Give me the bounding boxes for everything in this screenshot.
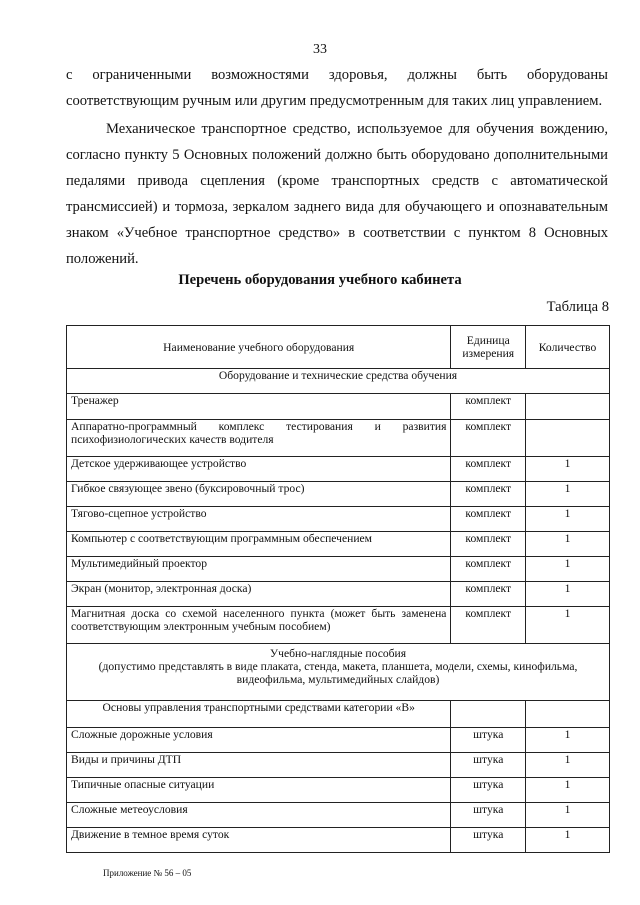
row-unit: штука bbox=[451, 828, 526, 853]
table-row bbox=[67, 607, 610, 644]
section1-body bbox=[67, 394, 610, 644]
table-label: Таблица 8 bbox=[546, 299, 609, 315]
table-row bbox=[67, 457, 610, 482]
row-name: Тренажер bbox=[67, 394, 451, 420]
row-name: Сложные метеоусловия bbox=[67, 803, 451, 828]
row-quantity: 1 bbox=[526, 828, 610, 853]
table-row bbox=[67, 394, 610, 420]
section2-body bbox=[67, 728, 610, 853]
row-quantity bbox=[526, 420, 610, 457]
row-name: Аппаратно-программный комплекс тестирования и развития психофизиологических качеств водителя bbox=[67, 420, 451, 457]
table-row bbox=[67, 753, 610, 778]
table-row bbox=[67, 532, 610, 557]
table-header-row bbox=[67, 326, 610, 369]
row-unit: комплект bbox=[451, 532, 526, 557]
row-unit: штука bbox=[451, 728, 526, 753]
row-quantity bbox=[526, 394, 610, 420]
equipment-table bbox=[66, 325, 610, 853]
row-name: Тягово-сцепное устройство bbox=[67, 507, 451, 532]
header-unit: Единица измерения bbox=[451, 326, 526, 369]
row-unit: комплект bbox=[451, 482, 526, 507]
paragraph-2: Механическое транспортное средство, используемое для обучения вождению, согласно пункту 5 Основных положений должно быть оборудовано дополнительными педалями привода сцепления (кроме транспортных средств с автоматической трансмиссией) и тормоза, зеркалом заднего вида для обучающего и опознавательным знаком «Учебное транспортное средство» в соответствии с пунктом 8 Основных положений. bbox=[66, 121, 608, 267]
row-unit: комплект bbox=[451, 507, 526, 532]
row-name: Магнитная доска со схемой населенного пункта (может быть заменена соответствующим электронным учебным пособием) bbox=[67, 607, 451, 644]
row-name: Детское удерживающее устройство bbox=[67, 457, 451, 482]
table-row bbox=[67, 582, 610, 607]
row-quantity: 1 bbox=[526, 482, 610, 507]
row-unit: комплект bbox=[451, 582, 526, 607]
table-row bbox=[67, 778, 610, 803]
section-row bbox=[67, 369, 610, 394]
table-row bbox=[67, 507, 610, 532]
footer-appendix: Приложение № 56 – 05 bbox=[103, 868, 192, 878]
row-quantity: 1 bbox=[526, 803, 610, 828]
row-unit: штука bbox=[451, 778, 526, 803]
row-quantity: 1 bbox=[526, 507, 610, 532]
row-quantity: 1 bbox=[526, 532, 610, 557]
row-quantity: 1 bbox=[526, 607, 610, 644]
row-unit: комплект bbox=[451, 557, 526, 582]
row-quantity: 1 bbox=[526, 582, 610, 607]
row-unit: комплект bbox=[451, 607, 526, 644]
row-name: Движение в темное время суток bbox=[67, 828, 451, 853]
table-row bbox=[67, 420, 610, 457]
row-unit: штука bbox=[451, 803, 526, 828]
header-name: Наименование учебного оборудования bbox=[67, 326, 451, 369]
table-row bbox=[67, 557, 610, 582]
row-name: Сложные дорожные условия bbox=[67, 728, 451, 753]
row-name: Мультимедийный проектор bbox=[67, 557, 451, 582]
row-quantity: 1 bbox=[526, 778, 610, 803]
section-title: Оборудование и технические средства обучения bbox=[67, 369, 610, 394]
subsection-title: Основы управления транспортными средствами категории «B» bbox=[67, 701, 451, 728]
table-row bbox=[67, 803, 610, 828]
page-number: 33 bbox=[313, 42, 327, 57]
section-row bbox=[67, 644, 610, 701]
table-row bbox=[67, 828, 610, 853]
paragraph-1: с ограниченными возможностями здоровья, должны быть оборудованы соответствующим ручным или другим предусмотренным для таких лиц управлением. bbox=[66, 67, 608, 109]
section-heading: Перечень оборудования учебного кабинета bbox=[178, 272, 462, 288]
row-name: Гибкое связующее звено (буксировочный трос) bbox=[67, 482, 451, 507]
row-quantity: 1 bbox=[526, 728, 610, 753]
row-name: Экран (монитор, электронная доска) bbox=[67, 582, 451, 607]
row-quantity: 1 bbox=[526, 557, 610, 582]
row-name: Компьютер с соответствующим программным обеспечением bbox=[67, 532, 451, 557]
section-note: (допустимо представлять в виде плаката, стенда, макета, планшета, модели, схемы, кинофильма, видеофильма, мультимедийных слайдов) bbox=[98, 660, 578, 686]
row-unit: комплект bbox=[451, 457, 526, 482]
table-row bbox=[67, 728, 610, 753]
row-unit: штука bbox=[451, 753, 526, 778]
row-unit: комплект bbox=[451, 420, 526, 457]
row-unit: комплект bbox=[451, 394, 526, 420]
row-quantity: 1 bbox=[526, 753, 610, 778]
row-quantity: 1 bbox=[526, 457, 610, 482]
subsection-row bbox=[67, 701, 610, 728]
row-name: Виды и причины ДТП bbox=[67, 753, 451, 778]
row-name: Типичные опасные ситуации bbox=[67, 778, 451, 803]
section-title: Учебно-наглядные пособия bbox=[269, 647, 407, 660]
table-row bbox=[67, 482, 610, 507]
header-quantity: Количество bbox=[526, 326, 610, 369]
